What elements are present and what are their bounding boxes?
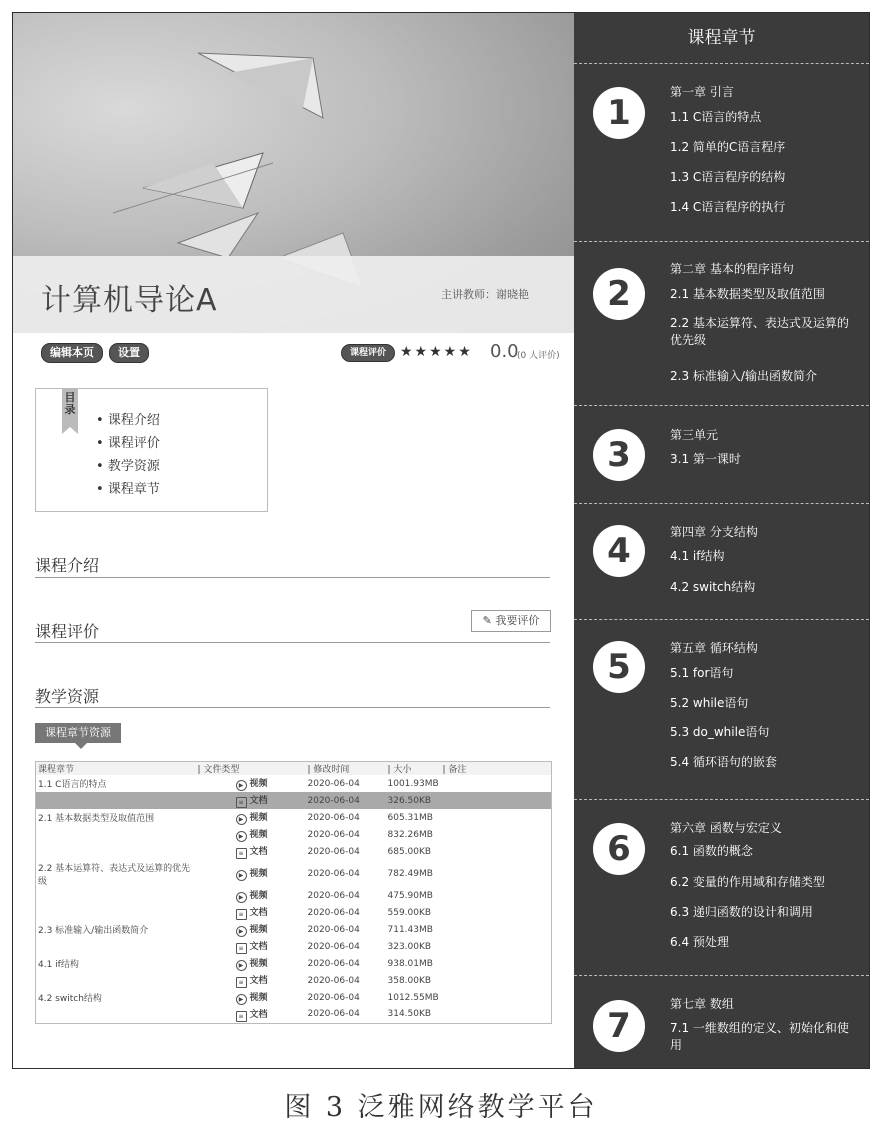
cell-chapter (36, 843, 196, 860)
cell-size: 782.49MB (387, 868, 433, 879)
chapter-lesson-link[interactable]: 5.3 do_while语句 (670, 725, 770, 739)
file-type-label: 视频 (249, 925, 268, 935)
col-header-note: | 备注 (441, 762, 552, 776)
file-type-label: 文档 (249, 796, 268, 806)
document-icon: ≡ (236, 909, 247, 920)
cell-chapter: 4.1 if结构 (38, 960, 79, 970)
document-icon: ≡ (236, 797, 247, 808)
table-row[interactable] (36, 887, 552, 904)
cell-size: 323.00KB (387, 941, 432, 952)
chapter-lesson-link[interactable]: 4.1 if结构 (670, 549, 725, 563)
course-title: 计算机导论A (41, 283, 218, 318)
file-type-label: 文档 (249, 847, 268, 857)
chapter-lesson-link[interactable]: 2.2 基本运算符、表达式及运算的优先级 (670, 316, 849, 347)
rate-button-label: 我要评价 (495, 614, 540, 627)
cell-chapter: 1.1 C语言的特点 (38, 780, 107, 790)
toc-list (96, 409, 160, 501)
cell-note (441, 989, 552, 1006)
chapter-number-badge: 1 (593, 87, 645, 139)
table-row[interactable] (36, 972, 552, 989)
table-row[interactable] (36, 826, 552, 843)
cell-type[interactable] (196, 1006, 306, 1023)
table-row[interactable] (36, 843, 552, 860)
document-icon: ≡ (236, 1011, 247, 1022)
cell-date: 2020-06-04 (307, 778, 360, 789)
table-row[interactable] (36, 989, 552, 1006)
resource-table-body (36, 775, 552, 1023)
chapter-sidebar (574, 13, 869, 1068)
chapter-lesson-link[interactable]: 1.3 C语言程序的结构 (670, 170, 786, 184)
cell-size: 358.00KB (387, 975, 432, 986)
col-header-chapter: 课程章节 (36, 762, 196, 776)
cell-type[interactable] (196, 972, 306, 989)
cell-date: 2020-06-04 (307, 958, 360, 969)
tab-chapter-resources[interactable]: 课程章节资源 (35, 723, 121, 743)
cell-type[interactable] (196, 904, 306, 921)
table-row[interactable] (36, 955, 552, 972)
chapter-lesson-link[interactable]: 2.1 基本数据类型及取值范围 (670, 287, 825, 301)
main-content (13, 13, 574, 1068)
rating-count: (0 人评价) (517, 351, 560, 361)
cell-type[interactable] (196, 843, 306, 860)
rating-score: 0.0 (490, 341, 519, 362)
file-type-label: 视频 (249, 830, 268, 840)
cell-chapter: 2.1 基本数据类型及取值范围 (38, 814, 155, 824)
table-row[interactable] (36, 860, 552, 887)
play-icon: ▶ (236, 926, 247, 937)
document-icon: ≡ (236, 977, 247, 988)
file-type-label: 视频 (249, 813, 268, 823)
section-divider (35, 577, 550, 578)
chapter-lesson-link[interactable]: 6.2 变量的作用域和存储类型 (670, 875, 825, 889)
chapter-title[interactable]: 第四章 分支结构 (670, 525, 758, 539)
col-header-size: | 大小 (386, 762, 441, 776)
cell-date: 2020-06-04 (307, 941, 360, 952)
section-title-evaluation: 课程评价 (35, 622, 100, 641)
section-divider (35, 707, 550, 708)
chapter-divider (574, 241, 869, 242)
chapter-title[interactable]: 第六章 函数与宏定义 (670, 821, 782, 835)
cell-size: 475.90MB (387, 890, 433, 901)
rate-course-button[interactable] (471, 610, 551, 632)
chapter-title[interactable]: 第一章 引言 (670, 85, 734, 99)
chapter-lesson-link[interactable]: 2.3 标准输入/输出函数简介 (670, 369, 817, 383)
cell-note (441, 809, 552, 826)
chapter-number-badge: 5 (593, 641, 645, 693)
chapter-number-badge: 7 (593, 1000, 645, 1052)
cell-date: 2020-06-04 (307, 1009, 360, 1020)
sidebar-title: 课程章节 (687, 28, 756, 48)
cell-note (441, 775, 552, 792)
section-title-intro: 课程介绍 (35, 556, 100, 575)
file-type-label: 文档 (249, 976, 268, 986)
chapter-lesson-link[interactable]: 3.1 第一课时 (670, 452, 741, 466)
cell-size: 938.01MB (387, 958, 433, 969)
col-header-type: | 文件类型 (196, 762, 306, 776)
chapter-number-badge: 4 (593, 525, 645, 577)
cell-date: 2020-06-04 (307, 829, 360, 840)
teacher-label: 主讲教师：谢晓艳 (441, 288, 529, 301)
chapter-divider (574, 799, 869, 800)
cell-size: 326.50KB (386, 792, 441, 809)
cell-date: 2020-06-04 (307, 907, 360, 918)
chapter-divider (574, 63, 869, 64)
chapter-lesson-link[interactable]: 5.2 while语句 (670, 696, 749, 710)
cell-type[interactable] (196, 792, 306, 809)
file-type-label: 视频 (249, 869, 268, 879)
chapter-title[interactable]: 第三单元 (670, 428, 719, 442)
app-window (12, 12, 870, 1069)
section-title-resources: 教学资源 (35, 687, 100, 706)
cell-type[interactable] (196, 938, 306, 955)
table-row[interactable] (36, 904, 552, 921)
chapter-title[interactable]: 第二章 基本的程序语句 (670, 262, 794, 276)
cell-note (441, 792, 552, 809)
cell-note (441, 826, 552, 843)
toc-item-evaluation[interactable]: • 课程评价 (96, 432, 160, 455)
chapter-lesson-link[interactable]: 1.4 C语言程序的执行 (670, 200, 786, 214)
play-icon: ▶ (236, 892, 247, 903)
chapter-lesson-link[interactable]: 5.1 for语句 (670, 666, 734, 680)
table-row[interactable] (36, 938, 552, 955)
cell-type[interactable] (196, 989, 306, 1006)
cell-date: 2020-06-04 (307, 812, 360, 823)
chapter-lesson-link[interactable]: 6.3 递归函数的设计和调用 (670, 905, 813, 919)
cell-chapter: 2.2 基本运算符、表达式及运算的优先级 (38, 863, 191, 887)
play-icon: ▶ (236, 960, 247, 971)
cell-chapter: 4.2 switch结构 (38, 994, 102, 1004)
section-divider (35, 642, 550, 643)
cell-note (441, 921, 552, 938)
file-type-label: 视频 (249, 891, 268, 901)
chapter-number-badge: 6 (593, 823, 645, 875)
cell-size: 559.00KB (387, 907, 432, 918)
document-icon: ≡ (236, 848, 247, 859)
chapter-number-badge: 2 (593, 268, 645, 320)
table-of-contents (35, 388, 268, 512)
cell-size: 1012.55MB (387, 992, 439, 1003)
cell-note (441, 860, 552, 887)
chapter-lesson-link[interactable]: 5.4 循环语句的嵌套 (670, 755, 777, 769)
cell-size: 832.26MB (387, 829, 433, 840)
table-row[interactable] (36, 775, 552, 792)
file-type-label: 视频 (249, 993, 268, 1003)
cell-size: 711.43MB (387, 924, 433, 935)
chapter-divider (574, 405, 869, 406)
chapter-title[interactable]: 第五章 循环结构 (670, 641, 758, 655)
cell-chapter (36, 792, 196, 809)
table-row[interactable] (36, 809, 552, 826)
chapter-lesson-link[interactable]: 4.2 switch结构 (670, 580, 756, 594)
cell-date: 2020-06-04 (307, 975, 360, 986)
col-header-date: | 修改时间 (306, 762, 386, 776)
cell-chapter (36, 1006, 196, 1023)
cell-note (441, 843, 552, 860)
cell-note (441, 887, 552, 904)
cell-note (441, 938, 552, 955)
table-row[interactable] (36, 792, 552, 809)
cell-type[interactable] (196, 860, 306, 887)
cell-note (441, 904, 552, 921)
cell-date: 2020-06-04 (307, 846, 360, 857)
file-type-label: 文档 (249, 908, 268, 918)
play-icon: ▶ (236, 831, 247, 842)
toc-item-chapters[interactable]: • 课程章节 (96, 478, 160, 501)
cell-chapter (36, 887, 196, 904)
resource-table (35, 761, 552, 1024)
chapter-divider (574, 503, 869, 504)
chapter-lesson-link[interactable]: 6.4 预处理 (670, 935, 729, 949)
cell-type[interactable] (196, 775, 306, 792)
table-row[interactable] (36, 1006, 552, 1023)
cell-chapter (36, 826, 196, 843)
cell-date: 2020-06-04 (306, 792, 386, 809)
cell-type[interactable] (196, 826, 306, 843)
cell-date: 2020-06-04 (307, 868, 360, 879)
chapter-lesson-link[interactable]: 7.1 一维数组的定义、初始化和使用 (670, 1021, 849, 1052)
cell-note (441, 1006, 552, 1023)
chapter-lesson-link[interactable]: 1.2 简单的C语言程序 (670, 140, 786, 154)
cell-type[interactable] (196, 887, 306, 904)
toc-item-resources[interactable]: • 教学资源 (96, 455, 160, 478)
chapter-title[interactable]: 第七章 数组 (670, 997, 734, 1011)
cell-type[interactable] (196, 921, 306, 938)
chapter-divider (574, 619, 869, 620)
rating-badge: 课程评价 (341, 344, 395, 362)
cell-note (441, 972, 552, 989)
play-icon: ▶ (236, 780, 247, 791)
play-icon: ▶ (236, 814, 247, 825)
file-type-label: 视频 (249, 779, 268, 789)
cell-date: 2020-06-04 (307, 890, 360, 901)
chapter-lesson-link[interactable]: 6.1 函数的概念 (670, 844, 753, 858)
table-row[interactable] (36, 921, 552, 938)
file-type-label: 文档 (249, 1009, 268, 1020)
file-type-label: 视频 (249, 959, 268, 969)
cell-date: 2020-06-04 (307, 924, 360, 935)
toc-ribbon: 目录 (62, 389, 78, 427)
play-icon: ▶ (236, 994, 247, 1005)
cell-chapter (36, 938, 196, 955)
chapter-number-badge: 3 (593, 429, 645, 481)
settings-button[interactable]: 设置 (109, 343, 149, 363)
cell-type[interactable] (196, 955, 306, 972)
cell-size: 685.00KB (387, 846, 432, 857)
document-icon: ≡ (236, 943, 247, 954)
cell-type[interactable] (196, 809, 306, 826)
cell-note (441, 955, 552, 972)
cell-date: 2020-06-04 (307, 992, 360, 1003)
toc-item-intro[interactable]: • 课程介绍 (96, 409, 160, 432)
cell-chapter (36, 904, 196, 921)
cell-size: 314.50KB (387, 1009, 432, 1020)
cell-chapter: 2.3 标准输入/输出函数简介 (38, 926, 149, 936)
chapter-divider (574, 975, 869, 976)
table-header-row (36, 762, 552, 776)
file-type-label: 文档 (249, 942, 268, 952)
pencil-icon: ✎ (482, 614, 496, 627)
play-icon: ▶ (236, 870, 247, 881)
rating-stars[interactable]: ★★★★★ (400, 344, 473, 360)
chapter-lesson-link[interactable]: 1.1 C语言的特点 (670, 110, 762, 124)
cell-size: 605.31MB (387, 812, 433, 823)
figure-caption: 图 3 泛雅网络教学平台 (284, 1092, 598, 1123)
edit-page-button[interactable]: 编辑本页 (41, 343, 103, 363)
cell-size: 1001.93MB (387, 778, 439, 789)
cell-chapter (36, 972, 196, 989)
